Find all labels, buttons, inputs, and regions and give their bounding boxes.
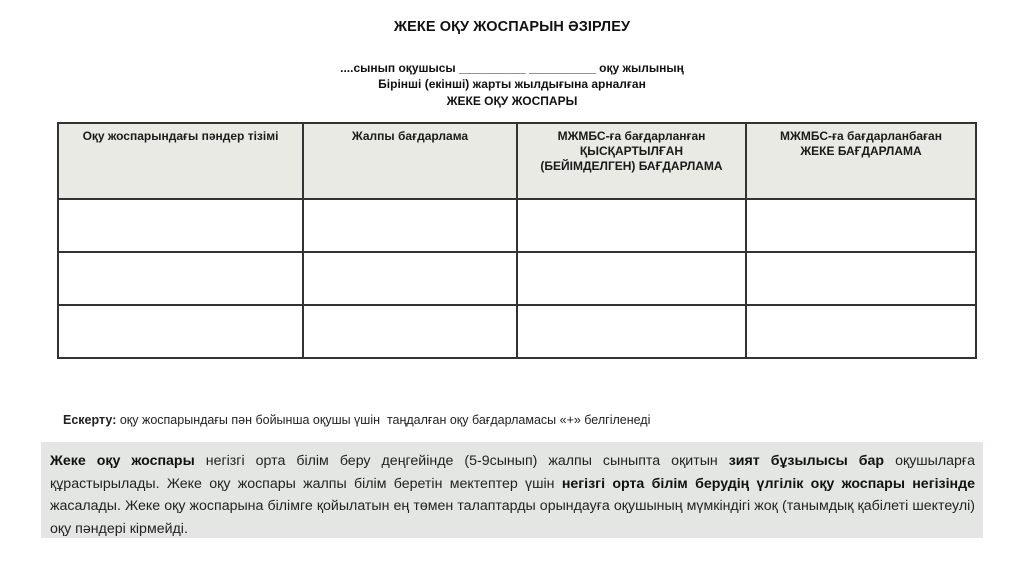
table-cell[interactable] xyxy=(58,199,303,252)
subheading-plan-title: ЖЕКЕ ОҚУ ЖОСПАРЫ xyxy=(446,94,578,108)
subheading-semester: Бірінші (екінші) жарты жылдығына арналған xyxy=(378,77,646,91)
table-cell[interactable] xyxy=(517,252,746,305)
info-bold-2: зият бұзылысы бар xyxy=(728,453,885,469)
info-text-1: негізгі орта білім беру деңгейінде (5-9сынып) жалпы сыныпта оқитын xyxy=(194,453,729,469)
info-bold-1: Жеке оқу жоспары xyxy=(50,453,195,469)
note-text: оқу жоспарындағы пән бойынша оқушы үшін таңдалған оқу бағдарламасы «+» белгіленеді xyxy=(116,413,651,427)
table-row xyxy=(58,305,976,358)
info-box xyxy=(41,442,983,538)
table-cell[interactable] xyxy=(303,305,517,358)
table-cell[interactable] xyxy=(746,199,976,252)
note-label: Ескерту: xyxy=(63,413,117,427)
table-cell[interactable] xyxy=(746,305,976,358)
table-cell[interactable] xyxy=(517,305,746,358)
table-cell[interactable] xyxy=(517,199,746,252)
table-cell[interactable] xyxy=(303,252,517,305)
table-cell[interactable] xyxy=(58,305,303,358)
header-general-program: Жалпы бағдарлама xyxy=(303,123,517,199)
table-row xyxy=(58,199,976,252)
note xyxy=(63,413,650,427)
table-header-row xyxy=(58,123,976,199)
table-cell[interactable] xyxy=(746,252,976,305)
header-subjects-list: Оқу жоспарындағы пәндер тізімі xyxy=(58,123,303,199)
individual-plan-table xyxy=(57,122,977,359)
info-text-2: оқушыларға құрастырылады. Жеке оқу жоспары жалпы білім беретін мектептер үшін xyxy=(50,453,975,492)
header-shortened-program: МЖМБС-ға бағдарланған ҚЫСҚАРТЫЛҒАН (БЕЙІМДЕЛГЕН) БАҒДАРЛАМА xyxy=(517,123,746,199)
table-row xyxy=(58,252,976,305)
document-title: ЖЕКЕ ОҚУ ЖОСПАРЫН ӘЗІРЛЕУ xyxy=(393,19,631,35)
table-cell[interactable] xyxy=(303,199,517,252)
table-cell[interactable] xyxy=(58,252,303,305)
info-bold-3: негізгі орта білім берудің үлгілік оқу жоспары негізінде xyxy=(561,475,976,492)
info-text-3: жасалады. Жеке оқу жоспарына білімге қойылатын ең төмен талаптарды орындауға оқушының мүмкіндігі жоқ (танымдық қабілеті шектеулі) оқу пәндері кірмейді. xyxy=(50,498,975,537)
subheading-class-year: ....сынып оқушысы __________ __________ оқу жылының xyxy=(340,61,684,75)
header-individual-program: МЖМБС-ға бағдарланбаған ЖЕКЕ БАҒДАРЛАМА xyxy=(746,123,976,199)
